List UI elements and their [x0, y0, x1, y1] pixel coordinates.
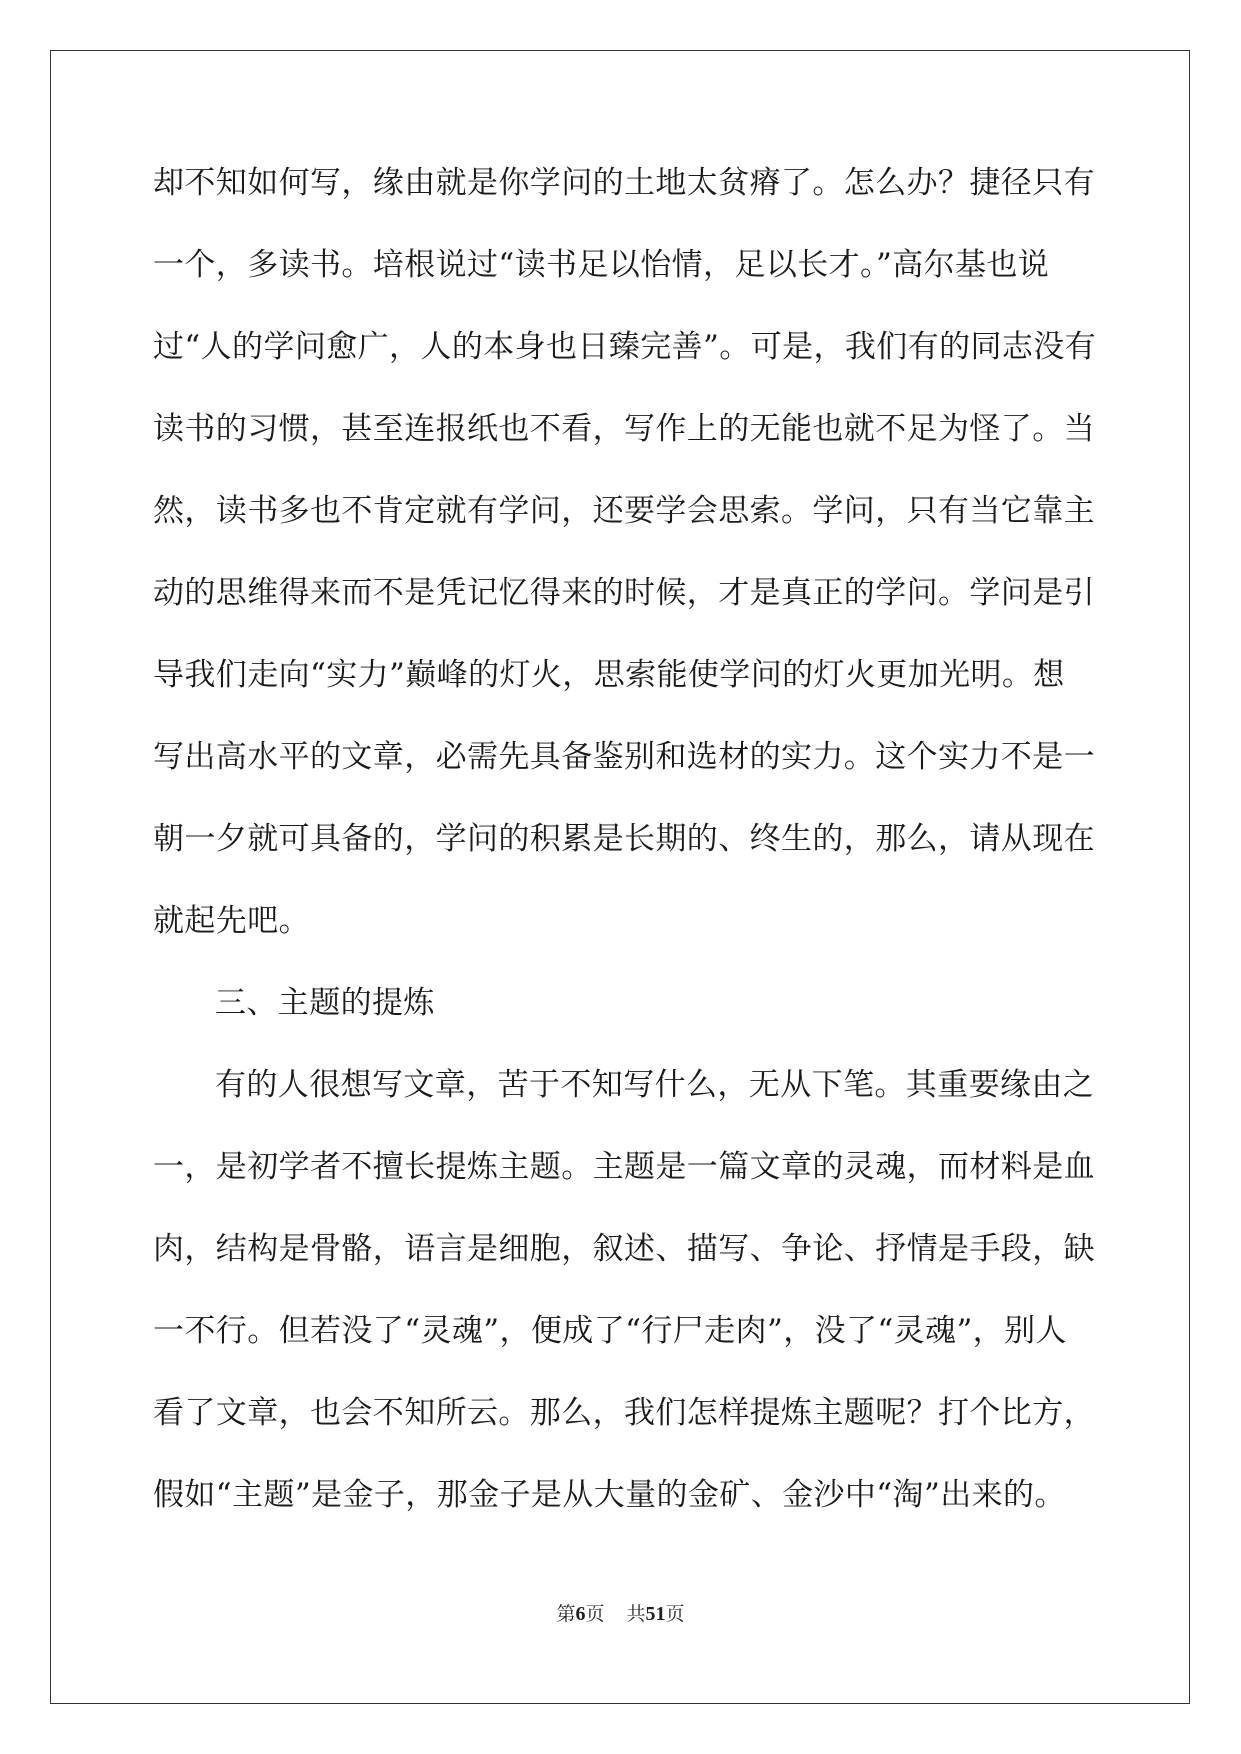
text-line: 一不行。但若没了“灵魂”，便成了“行尸走肉”，没了“灵魂”，别人	[153, 1313, 1067, 1349]
document-body	[153, 158, 1097, 1552]
text-line: 看了文章，也会不知所云。那么，我们怎样提炼主题呢？打个比方，	[153, 1395, 1095, 1431]
text-line: 读书的习惯，甚至连报纸也不看，写作上的无能也就不足为怪了。当	[153, 411, 1095, 447]
text-line: 朝一夕就可具备的，学问的积累是长期的、终生的，那么，请从现在	[153, 821, 1095, 857]
text-line: 然，读书多也不肯定就有学问，还要学会思索。学问，只有当它靠主	[153, 493, 1095, 529]
text-line: 有的人很想写文章，苦于不知写什么，无从下笔。其重要缘由之	[215, 1067, 1095, 1103]
text-line: 导我们走向“实力”巅峰的灯火，思索能使学问的灯火更加光明。想	[153, 657, 1065, 693]
text-line: 写出高水平的文章，必需先具备鉴别和选材的实力。这个实力不是一	[153, 739, 1095, 775]
page-prefix: 第	[556, 1603, 576, 1625]
page-number: 6	[575, 1603, 586, 1625]
text-line: 过“人的学问愈广，人的本身也日臻完善”。可是，我们有的同志没有	[153, 329, 1097, 365]
page-suffix: 页	[585, 1603, 605, 1625]
text-line: 肉，结构是骨骼，语言是细胞，叙述、描写、争论、抒情是手段，缺	[153, 1231, 1095, 1267]
total-prefix: 共	[626, 1603, 646, 1625]
text-line: 就起先吧。	[153, 903, 310, 939]
text-line: 一个，多读书。培根说过“读书足以怡情，足以长才。”高尔基也说	[153, 247, 1050, 283]
text-line: 假如“主题”是金子，那金子是从大量的金矿、金沙中“淘”出来的。	[153, 1477, 1066, 1513]
total-pages: 51	[645, 1603, 666, 1625]
page-footer	[0, 1599, 1241, 1626]
text-line: 一，是初学者不擅长提炼主题。主题是一篇文章的灵魂，而材料是血	[153, 1149, 1095, 1185]
text-line: 却不知如何写，缘由就是你学问的土地太贫瘠了。怎么办？捷径只有	[153, 165, 1095, 201]
text-line: 动的思维得来而不是凭记忆得来的时候，才是真正的学问。学问是引	[153, 575, 1095, 611]
section-heading: 三、主题的提炼	[215, 985, 435, 1021]
total-suffix: 页	[665, 1603, 685, 1625]
